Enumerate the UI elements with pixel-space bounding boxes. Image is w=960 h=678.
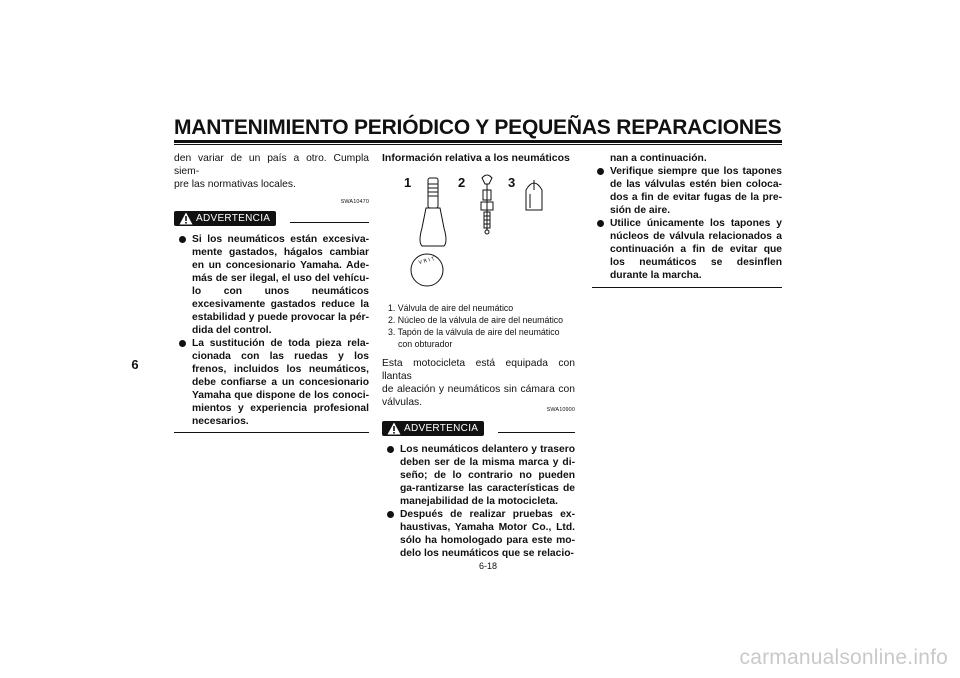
right-warning-list: [592, 165, 782, 282]
warning-label: ADVERTENCIA: [196, 213, 271, 224]
warning-header: [174, 211, 369, 227]
warning-triangle-icon: [179, 212, 193, 225]
figure-label-2: 2: [458, 175, 466, 190]
figure-label-3: 3: [508, 175, 516, 190]
warning-header: [382, 421, 575, 437]
warning-badge: [382, 421, 484, 436]
bullet-icon: [387, 511, 394, 518]
page-title: MANTENIMIENTO PERIÓDICO Y PEQUEÑAS REPARACIONES: [174, 116, 782, 139]
caption-3: 3. Tapón de la válvula de aire del neumático: [388, 327, 560, 337]
intro-line-2: pre las normativas locales.: [174, 179, 296, 190]
warning-triangle-icon: [387, 422, 401, 435]
warning-badge: [174, 211, 276, 226]
page-number: 6-18: [478, 561, 497, 571]
caption-3-cont: con obturador: [398, 339, 453, 349]
right-column: [592, 152, 782, 288]
bullet-icon: [387, 446, 394, 453]
valve-drawing: [382, 170, 575, 300]
caption-1: 1. Válvula de aire del neumático: [388, 303, 514, 313]
warning-end-rule: [174, 432, 369, 433]
warning-rule: [498, 432, 575, 433]
warning-rule: [290, 222, 369, 223]
bullet-icon: [179, 236, 186, 243]
section-tab: 6: [131, 357, 139, 372]
body-line-1: Esta motocicleta está equipada con llantas: [382, 358, 575, 382]
middle-column: [382, 152, 575, 165]
list-item: Utilice únicamente los tapones y núcleos de válvula relacionados a continuación a fin de evitar que los neumáticos se desinflen durante la marcha.: [592, 217, 782, 282]
list-item: Verifique siempre que los tapones de las válvulas estén bien coloca-dos a fin de evitar fugas de la pre-sión de aire.: [592, 165, 782, 217]
warning-code: SWA10470: [340, 199, 369, 205]
left-warning-list: [174, 233, 369, 428]
warning-label: ADVERTENCIA: [404, 423, 479, 434]
figure-label-1: 1: [404, 175, 412, 190]
bullet-icon: [597, 220, 604, 227]
left-column: [174, 152, 369, 433]
figure-captions: [388, 302, 578, 350]
valve-figure: [382, 170, 575, 300]
watermark: carmanualsonline.info: [739, 646, 948, 669]
warning-end-rule: [592, 287, 782, 288]
bullet-icon: [179, 340, 186, 347]
caption-2: 2. Núcleo de la válvula de aire del neumático: [388, 315, 564, 325]
list-item: La sustitución de toda pieza rela-cionada con las ruedas y los frenos, incluidos los neumáticos, debe confiarse a un concesionario Yamaha que dispone de los conoci-mientos y experiencia profesional necesarios.: [174, 337, 369, 428]
middle-body: [382, 357, 575, 560]
title-rule-thin: [174, 144, 782, 145]
body-line-3: válvulas.: [382, 397, 423, 408]
section-heading: Información relativa a los neumáticos: [382, 152, 570, 164]
list-item: Los neumáticos delantero y trasero deben ser de la misma marca y di-seño; de lo contrario no pueden ga-rantizarse las características de manejabilidad de la motocicleta.: [382, 443, 575, 508]
list-item: Después de realizar pruebas ex-haustivas, Yamaha Motor Co., Ltd. sólo ha homologado para este mo-delo los neumáticos que se relacio-: [382, 508, 575, 560]
middle-warning-list: [382, 443, 575, 560]
continuation-line: nan a continuación.: [610, 153, 707, 164]
title-rule: [174, 140, 782, 143]
list-item: Si los neumáticos están excesiva-mente gastados, hágalos cambiar en un concesionario Yamaha. Ade-más de ser ilegal, el uso del vehícu-lo con unos neumáticos excesivamente gastados reduce la estabilidad y puede provocar la pér-dida del control.: [174, 233, 369, 337]
intro-line-1: den variar de un país a otro. Cumpla siem-: [174, 153, 369, 177]
warning-code: SWA10900: [546, 407, 575, 413]
bullet-icon: [597, 168, 604, 175]
svg-text:V R I T: V R I T: [418, 256, 436, 267]
body-line-2: de aleación y neumáticos sin cámara con: [382, 384, 575, 395]
